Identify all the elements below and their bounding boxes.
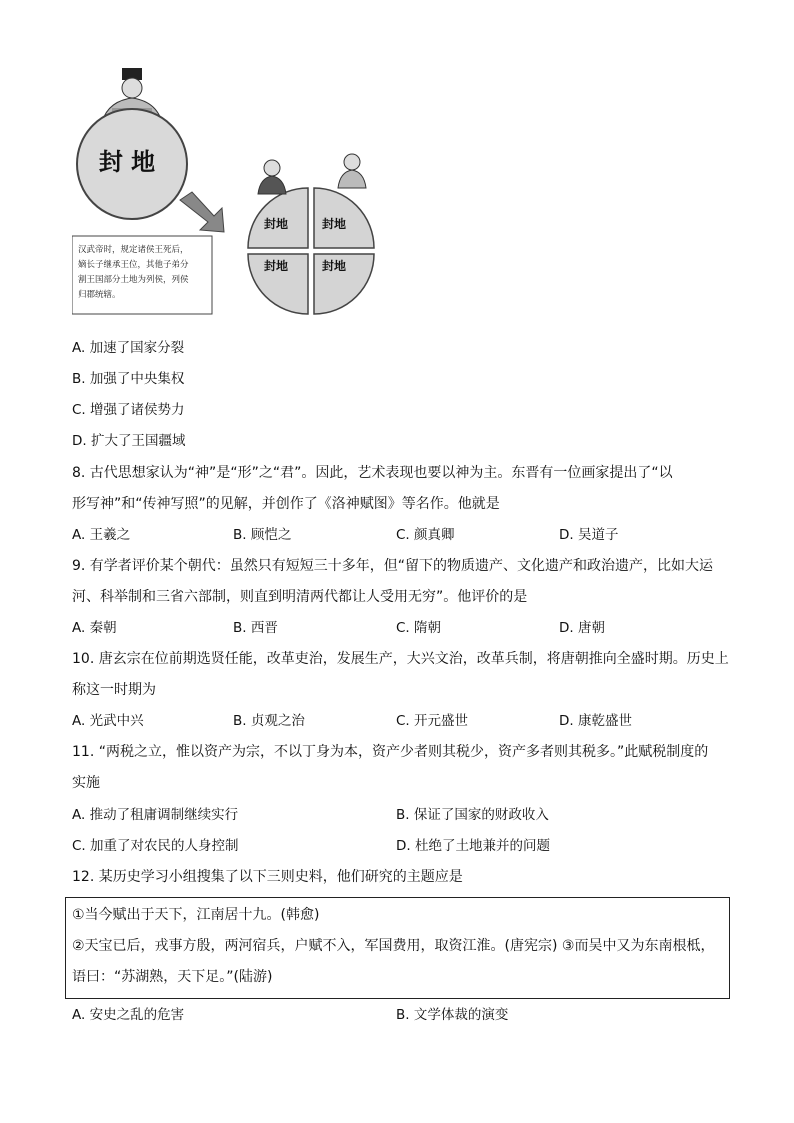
q12-stem: 12. 某历史学习小组搜集了以下三则史料，他们研究的主题应是 — [72, 869, 463, 885]
caption-line-3: 割王国部分土地为列侯，列侯 — [78, 275, 189, 285]
q7-option-d: D. 扩大了王国疆域 — [72, 433, 186, 449]
q11-option-c: C. 加重了对农民的人身控制 — [72, 838, 239, 854]
q8-option-a: A. 王羲之 — [72, 527, 131, 543]
q12-material-3: 语曰：“苏湖熟，天下足。”(陆游) — [72, 969, 273, 985]
piece-label-1: 封地 — [264, 217, 289, 231]
q7-option-a: A. 加速了国家分裂 — [72, 340, 185, 356]
q12-option-b: B. 文学体裁的演变 — [396, 1007, 509, 1023]
q9-option-a: A. 秦朝 — [72, 620, 117, 636]
q10-option-c: C. 开元盛世 — [396, 713, 469, 729]
q10-option-d: D. 康乾盛世 — [559, 713, 632, 729]
q8-option-d: D. 吴道子 — [559, 527, 619, 543]
q8-stem-line-2: 形写神”和“传神写照”的见解，并创作了《洛神赋图》等名作。他就是 — [72, 496, 500, 512]
q12-material-2: ②天宝已后，戎事方殷，两河宿兵，户赋不入，军国费用，取资江淮。(唐宪宗) ③而吴中又为东南根柢， — [72, 938, 715, 954]
piece-label-4: 封地 — [322, 259, 347, 273]
piece-label-3: 封地 — [264, 259, 289, 273]
caption-line-1: 汉武帝时，规定诸侯王死后， — [78, 245, 189, 255]
q7-option-c: C. 增强了诸侯势力 — [72, 402, 185, 418]
q12-option-a: A. 安史之乱的危害 — [72, 1007, 185, 1023]
q10-option-b: B. 贞观之治 — [233, 713, 305, 729]
q11-option-b: B. 保证了国家的财政收入 — [396, 807, 549, 823]
big-ball-label: 封 地 — [98, 148, 156, 176]
q12-material-1: ①当今赋出于天下，江南居十九。(韩愈) — [72, 907, 320, 923]
q10-option-a: A. 光武中兴 — [72, 713, 144, 729]
arrow-icon — [180, 192, 224, 232]
son-figure-icon — [338, 154, 366, 188]
feudal-land-illustration — [72, 64, 382, 320]
q10-stem-line-2: 称这一时期为 — [72, 682, 156, 698]
q8-stem-line-1: 8. 古代思想家认为“神”是“形”之“君”。因此，艺术表现也要以神为主。东晋有一位画家提出了“以 — [72, 465, 673, 481]
caption-line-4: 归郡统辖。 — [78, 290, 121, 300]
q9-stem-line-1: 9. 有学者评价某个朝代：虽然只有短短三十多年，但“留下的物质遗产、文化遗产和政治遗产，比如大运 — [72, 558, 714, 574]
split-fief-pieces — [248, 188, 374, 314]
q10-stem-line-1: 10. 唐玄宗在位前期选贤任能，改革吏治，发展生产，大兴文治，改革兵制，将唐朝推向全盛时期。历史上 — [72, 651, 729, 667]
q8-option-b: B. 顾恺之 — [233, 527, 292, 543]
piece-label-2: 封地 — [322, 217, 347, 231]
q9-option-d: D. 唐朝 — [559, 620, 605, 636]
caption-line-2: 嫡长子继承王位，其他子弟分 — [78, 260, 189, 270]
q11-option-d: D. 杜绝了土地兼并的问题 — [396, 838, 550, 854]
q9-option-c: C. 隋朝 — [396, 620, 442, 636]
q11-stem-line-2: 实施 — [72, 775, 100, 791]
q9-option-b: B. 西晋 — [233, 620, 278, 636]
q9-stem-line-2: 河、科举制和三省六部制，则直到明清两代都让人受用无穷”。他评价的是 — [72, 589, 528, 605]
q11-stem-line-1: 11. “两税之立，惟以资产为宗，不以丁身为本，资产少者则其税少，资产多者则其税多。”此赋税制度的 — [72, 744, 709, 760]
q8-option-c: C. 颜真卿 — [396, 527, 455, 543]
lord-figure-icon — [258, 160, 286, 194]
q11-option-a: A. 推动了租庸调制继续实行 — [72, 807, 239, 823]
q7-option-b: B. 加强了中央集权 — [72, 371, 185, 387]
